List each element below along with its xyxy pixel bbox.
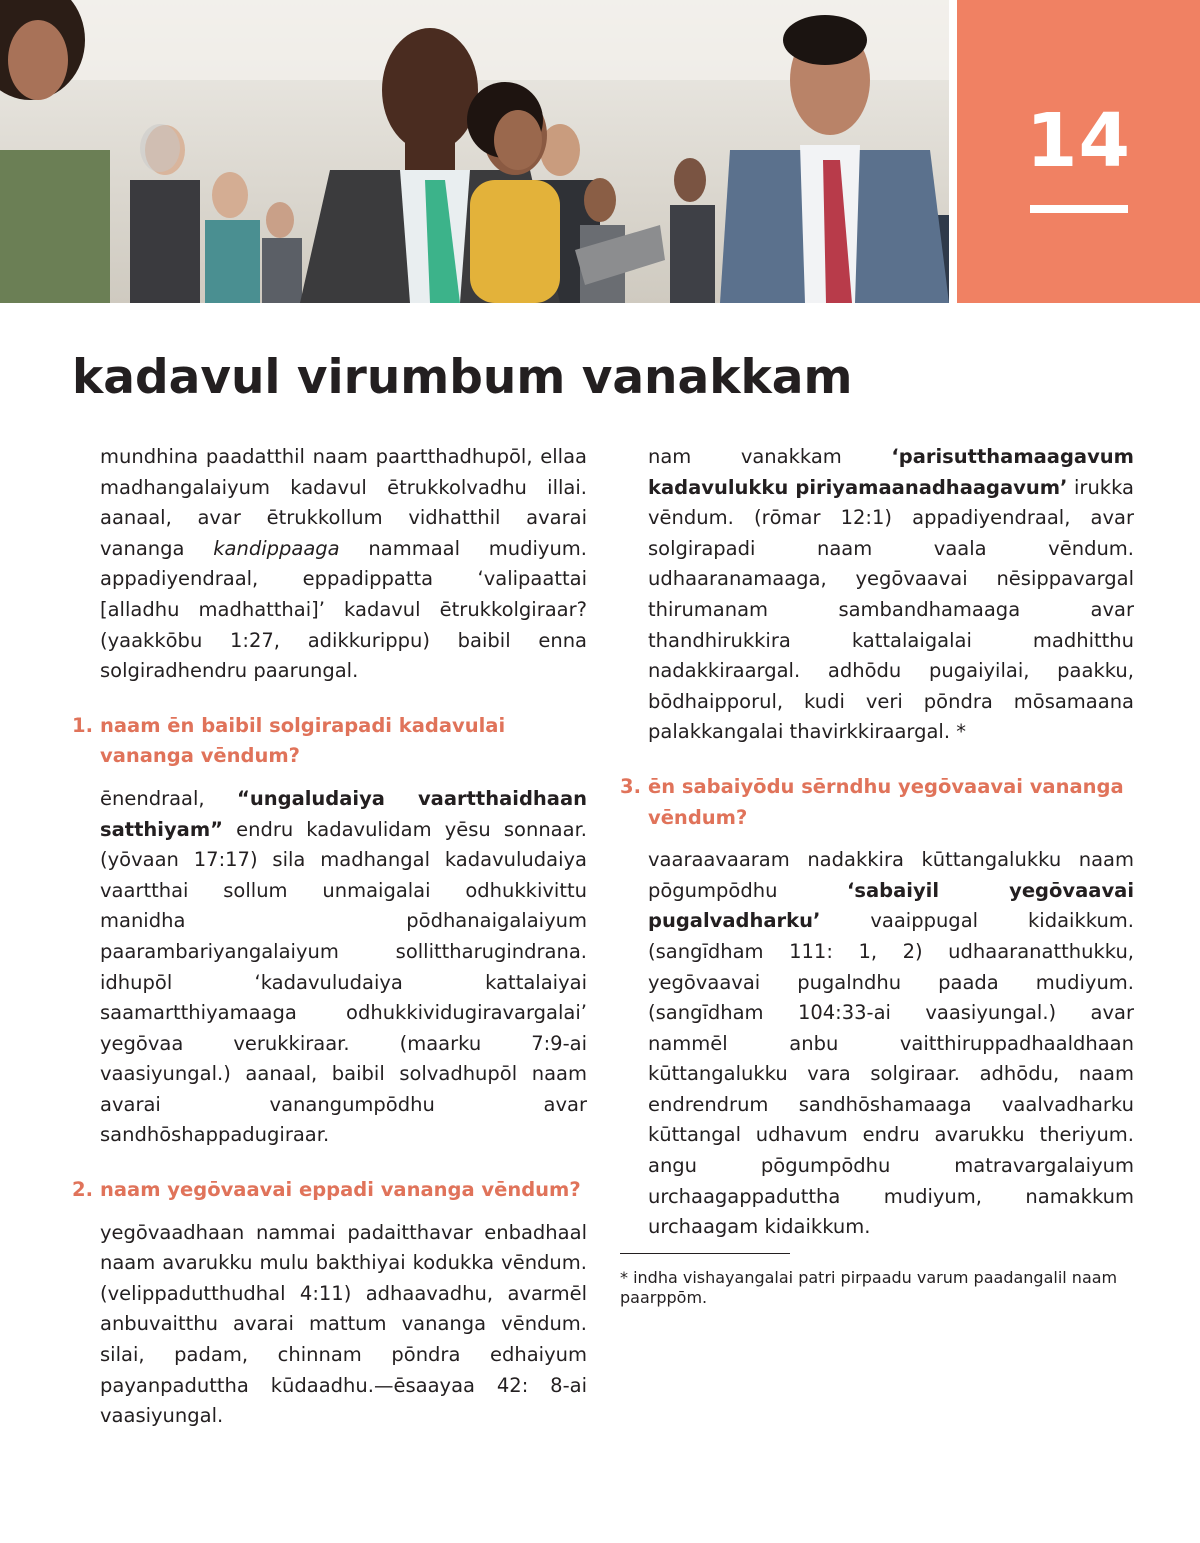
- lesson-number-box: [957, 0, 1200, 303]
- hero-photo: [0, 0, 949, 303]
- answer-3-emphasis: ‘sabaiyil yegōvaavai pugalvadharku’: [648, 878, 1134, 933]
- footnote-divider: [620, 1253, 790, 1264]
- answer-3-end: vaaippugal kidaikkum. (sangīdham 111: 1, 2) udhaaranatthukku, yegōvaavai pugalndhu paada mudiyum. (sangīdham 104:33-ai vaasiyungal.) avar nammēl anbu vaitthiruppadhaaldhaan kūttangalukku vara solgiraar. adhōdu, naam endrendrum sandhōshamaaga vaalvadharku kūttangal udhavum endru avarukku theriyum. angu pōgumpōdhu matravargalaiyum urchaagappaduttha mudiyum, namakkum urchaagam kidaikkum.: [648, 909, 1134, 1239]
- right-column: [620, 442, 1134, 1308]
- question-text-1: naam ēn baibil solgirapadi kadavulai vananga vēndum?: [100, 713, 506, 768]
- question-heading-1: [72, 711, 587, 772]
- question-number-3: 3.: [620, 774, 641, 798]
- answer-paragraph-2: yegōvaadhaan nammai padaitthavar enbadhaal naam avarukku mulu bakthiyai kodukka vēndum. (velippadutthudhal 4:11) adhaavadhu, avarmēl anbuvaitthu avarai mattum vananga vēndum. silai, padam, chinnam pōndra edhaiyum payanpaduttha kūdaadhu.—ēsaayaa 42: 8-ai vaasiyungal.: [100, 1220, 587, 1428]
- answer-paragraph-3: [620, 845, 1134, 1243]
- left-column: [72, 442, 587, 1432]
- lesson-number: 14: [1026, 98, 1131, 184]
- answer-2-cont-end: irukka vēndum. (rōmar 12:1) appadiyendraal, avar solgirapadi naam vaala vēndum. udhaaranamaaga, yegōvaavai nēsippavargal thirumanam sambandhamaaga avar thandhirukkira kattalaigalai madhitthu nadakkiraargal. adhōdu pugaiyilai, paakku, bōdhaipporul, kudi veri pōndra mōsamaana palakkangalai thavirkkiraargal.: [648, 475, 1134, 744]
- answer-3-start: vaaraavaaram nadakkira kūttangalukku naam pōgumpōdhu: [648, 848, 1134, 902]
- answer-paragraph-1: [72, 784, 587, 1151]
- page-title: kadavul virumbum vanakkam: [72, 350, 853, 405]
- intro-text-start: mundhina paadatthil naam paartthadhupōl, ellaa madhangalaiyum kadavul ētrukkolvadhu illai. aanaal, avar ētrukkollum vidhatthil avarai vananga: [100, 445, 587, 560]
- answer-paragraph-2-continued: [620, 442, 1134, 748]
- footnote-text: * indha vishayangalai patri pirpaadu varum paadangalil naam paarppōm.: [620, 1267, 1118, 1307]
- question-heading-3: [620, 772, 1134, 833]
- answer-1-start: ēnendraal,: [100, 786, 238, 810]
- question-text-2: naam yegōvaavai eppadi vananga vēndum?: [100, 1178, 581, 1202]
- question-heading-2: [72, 1175, 587, 1206]
- answer-1-end: endru kadavulidam yēsu sonnaar. (yōvaan 17:17) sila madhangal kadavuludaiya vaartthai sollum unmaigalai odhukkivittu manidha pōdhanaigalaiyum paarambariyangalaiyum sollittharugindrana. idhupōl ‘kadavuludaiya kattalaiyai saamartthiyamaaga odhukkividugiravargalai’ yegōvaa verukkiraar. (maarku 7:9-ai vaasiyungal.) aanaal, baibil solvadhupōl naam avarai vanangumpōdhu avar sandhōshappadugiraar.: [100, 817, 587, 1147]
- lesson-number-rule: [1030, 205, 1128, 213]
- answer-2-cont-emphasis: ‘parisutthamaagavum kadavulukku piriyamaanadhaagavum’: [648, 445, 1134, 499]
- congregation-singing-photo: [0, 0, 949, 303]
- intro-paragraph: [72, 442, 587, 687]
- footnote-marker[interactable]: *: [950, 720, 966, 744]
- answer-2-cont-start: nam vanakkam: [648, 445, 892, 468]
- question-number-2: 2.: [72, 1178, 93, 1202]
- intro-emphasis: kandippaaga: [213, 536, 340, 560]
- answer-1-emphasis: “ungaludaiya vaartthaidhaan satthiyam”: [100, 786, 588, 841]
- intro-text-end: nammaal mudiyum. appadiyendraal, eppadippatta ‘valipaattai [alladhu madhatthai]’ kadavul ētrukkolgiraar? (yaakkōbu 1:27, adikkurippu) baibil enna solgiradhendru paarungal.: [100, 536, 588, 683]
- question-text-3: ēn sabaiyōdu sērndhu yegōvaavai vananga vēndum?: [648, 774, 1124, 829]
- question-number-1: 1.: [72, 713, 93, 737]
